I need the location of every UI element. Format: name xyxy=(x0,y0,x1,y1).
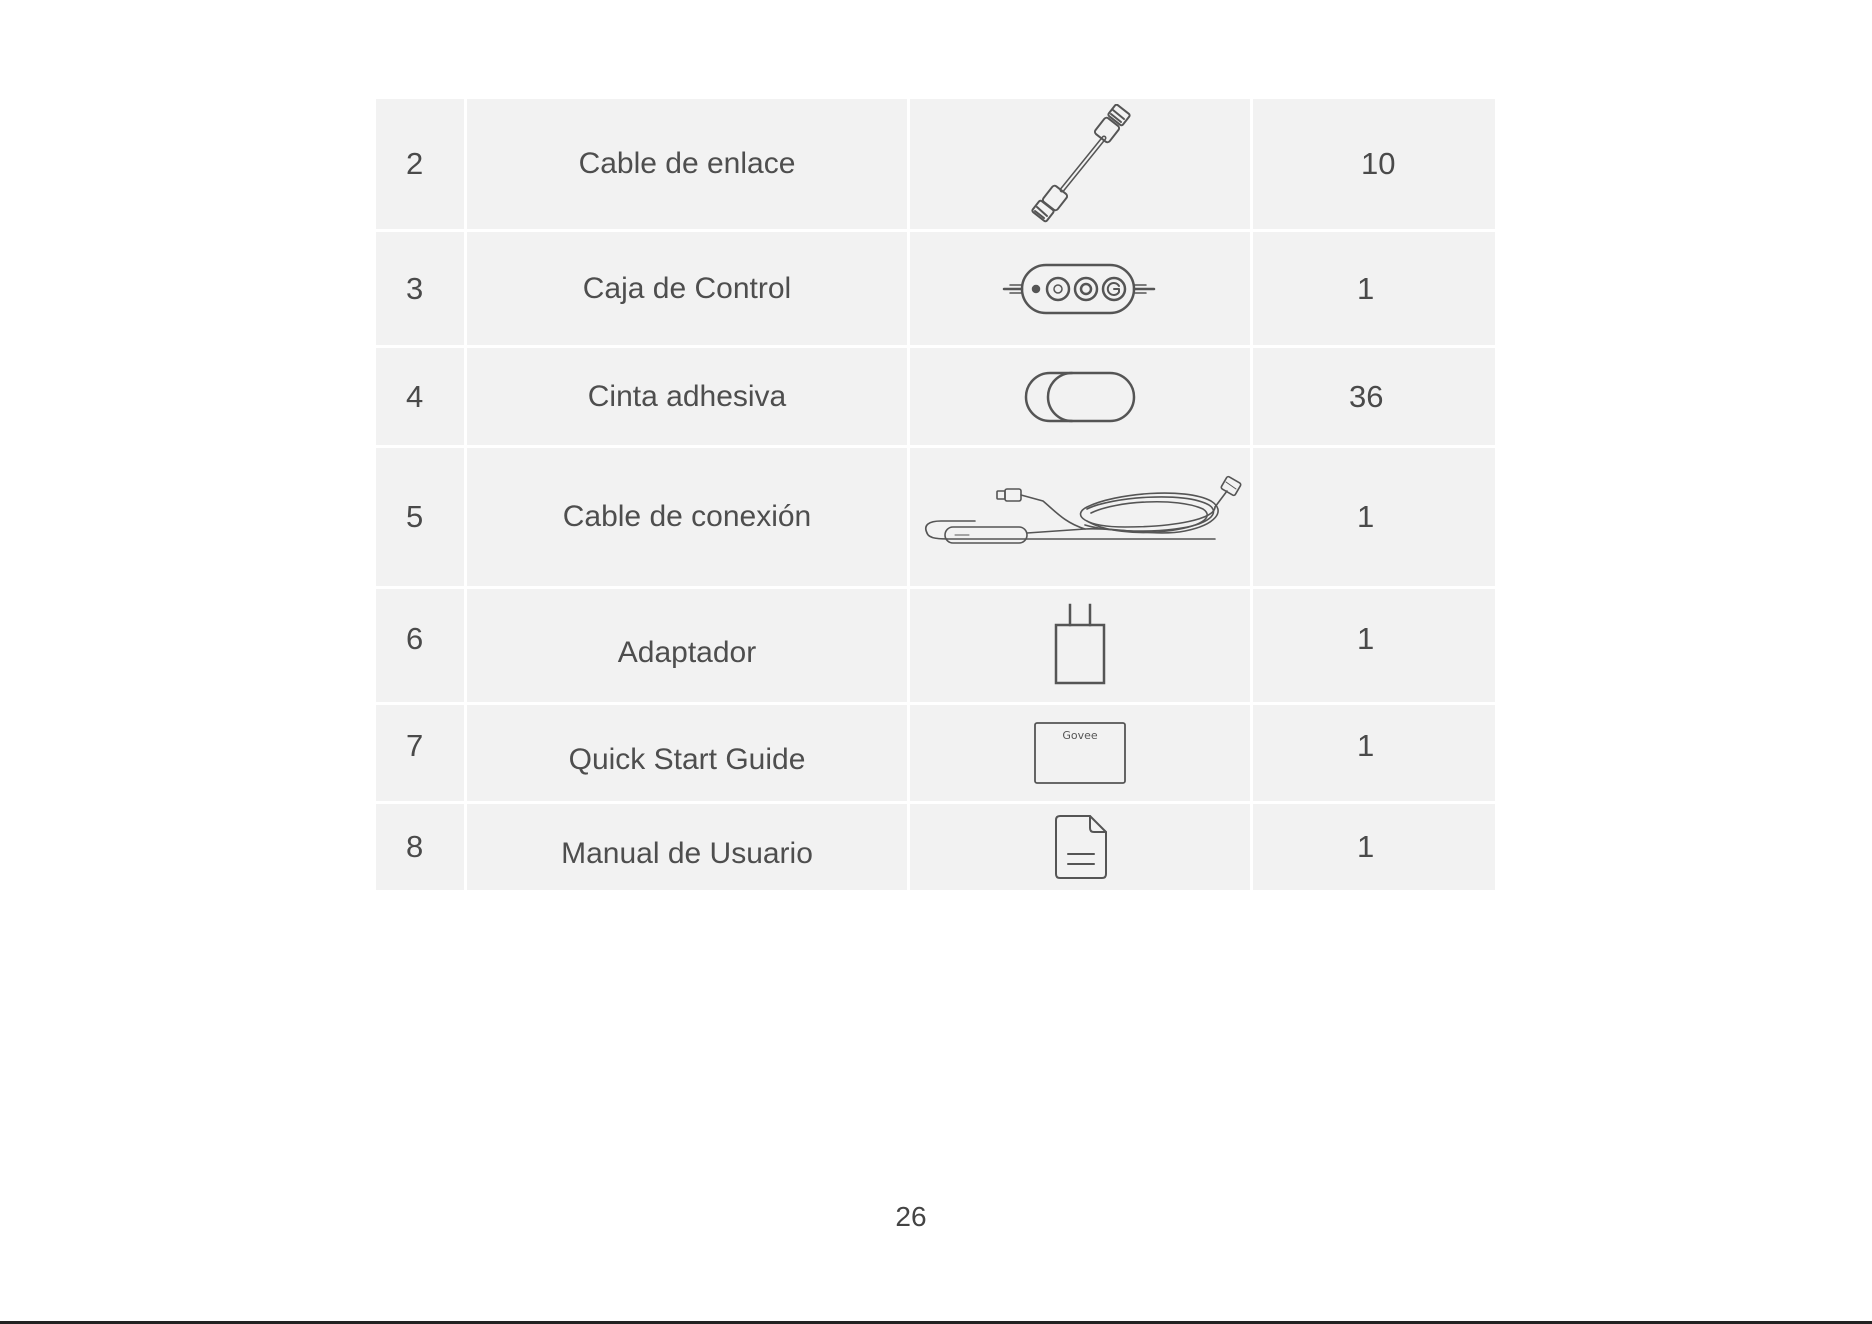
quantity: 36 xyxy=(1253,348,1495,445)
part-image xyxy=(910,232,1250,345)
part-name: Cinta adhesiva xyxy=(467,348,907,445)
part-name: Quick Start Guide xyxy=(467,705,907,801)
quantity: 1 xyxy=(1253,589,1495,702)
quantity: 1 xyxy=(1253,232,1495,345)
govee-logo: Govee xyxy=(1062,729,1098,742)
control-box-icon xyxy=(1000,259,1160,319)
part-name: Cable de enlace xyxy=(467,99,907,229)
quantity: 1 xyxy=(1253,448,1495,586)
part-image xyxy=(910,705,1250,801)
row-number: 4 xyxy=(376,348,464,445)
row-number: 8 xyxy=(376,804,464,890)
row-number: 3 xyxy=(376,232,464,345)
row-number: 6 xyxy=(376,589,464,702)
adapter-icon xyxy=(1050,601,1110,691)
user-manual-icon xyxy=(1048,812,1112,882)
page-number: 26 xyxy=(895,1201,927,1232)
part-image xyxy=(910,348,1250,445)
row-number: 7 xyxy=(376,705,464,801)
quantity: 1 xyxy=(1253,804,1495,890)
parts-table xyxy=(376,99,1494,890)
part-image xyxy=(910,589,1250,702)
quantity: 10 xyxy=(1253,99,1495,229)
part-name: Cable de conexión xyxy=(467,448,907,586)
part-name: Manual de Usuario xyxy=(467,804,907,890)
part-image xyxy=(910,448,1250,586)
adhesive-tape-icon xyxy=(1020,367,1140,427)
row-number: 5 xyxy=(376,448,464,586)
row-number: 2 xyxy=(376,99,464,229)
quick-start-guide-icon xyxy=(1030,718,1130,788)
part-name: Caja de Control xyxy=(467,232,907,345)
part-image xyxy=(910,99,1250,229)
part-name: Adaptador xyxy=(467,589,907,702)
link-cable-icon xyxy=(1010,104,1150,224)
part-image xyxy=(910,804,1250,890)
quantity: 1 xyxy=(1253,705,1495,801)
connection-cable-icon xyxy=(915,467,1245,567)
